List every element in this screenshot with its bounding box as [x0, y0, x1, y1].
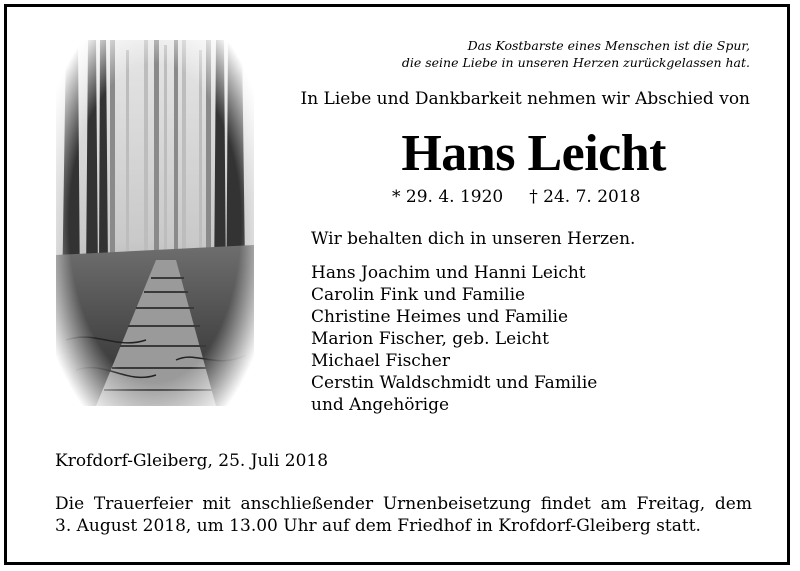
quote-line-1: Das Kostbarste eines Menschen ist die Spur,: [467, 38, 750, 53]
service-line-1: Die Trauerfeier mit anschließender Urnenbeisetzung findet am Freitag, dem: [55, 494, 752, 514]
mourner-entry: Cerstin Waldschmidt und Familie: [311, 373, 598, 393]
mourner-entry: Carolin Fink und Familie: [311, 285, 526, 305]
mourner-entry: Christine Heimes und Familie: [311, 307, 569, 327]
life-dates: [392, 186, 692, 208]
funeral-service-info: [55, 493, 752, 537]
birth-date: * 29. 4. 1920: [392, 187, 504, 207]
place-and-date: Krofdorf-Gleiberg, 25. Juli 2018: [55, 451, 329, 471]
intro-text: In Liebe und Dankbarkeit nehmen wir Abschied von: [300, 89, 750, 109]
quote-line-2: die seine Liebe in unseren Herzen zurückgelassen hat.: [401, 55, 750, 70]
death-date: † 24. 7. 2018: [529, 187, 641, 207]
mourners-list: [311, 262, 597, 416]
farewell-text: Wir behalten dich in unseren Herzen.: [311, 229, 636, 249]
service-line-2: 3. August 2018, um 13.00 Uhr auf dem Friedhof in Krofdorf-Gleiberg statt.: [55, 516, 701, 536]
mourner-entry: und Angehörige: [311, 395, 450, 415]
forest-path-photo: [56, 40, 254, 406]
mourner-entry: Michael Fischer: [311, 351, 450, 371]
mourner-entry: Hans Joachim und Hanni Leicht: [311, 263, 586, 283]
mourner-entry: Marion Fischer, geb. Leicht: [311, 329, 549, 349]
deceased-name: Hans Leicht: [401, 125, 666, 182]
